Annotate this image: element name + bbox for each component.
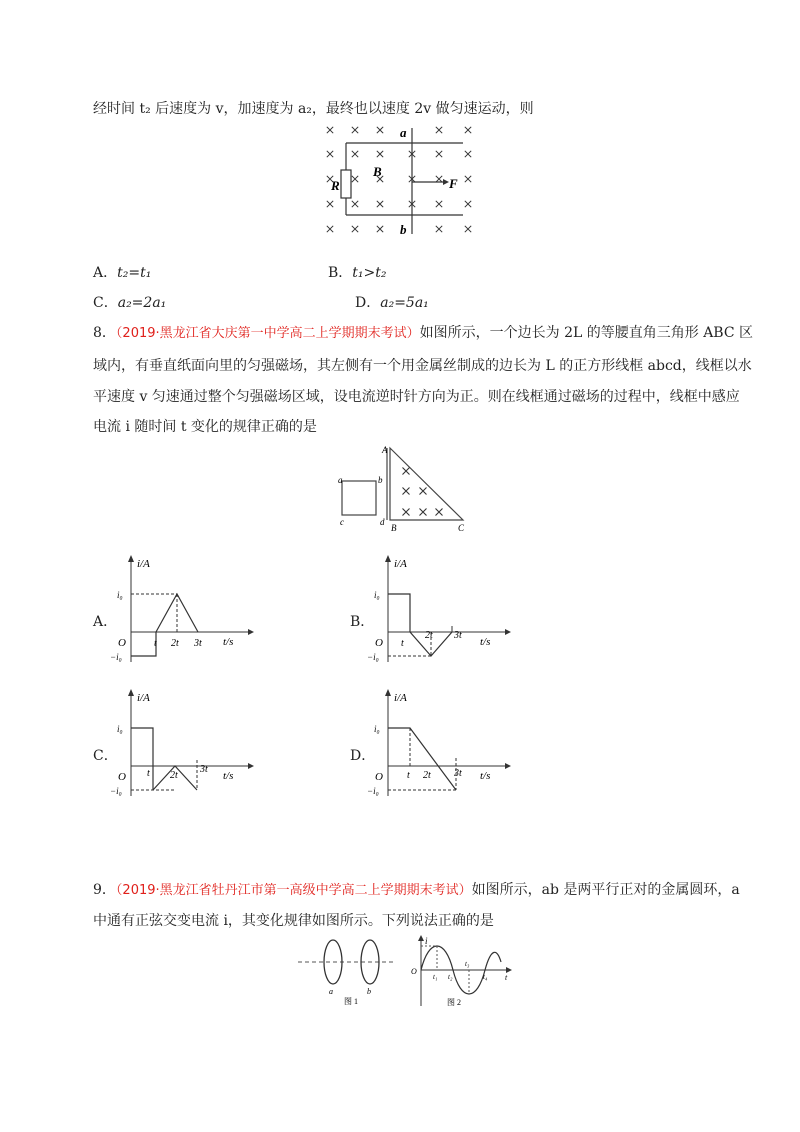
q8c-2t: 2t bbox=[170, 770, 178, 781]
q8-option-a[interactable]: A． bbox=[93, 614, 118, 630]
q8-graph-c bbox=[110, 686, 270, 801]
field-cross-icon bbox=[403, 488, 410, 495]
q8d-t: t bbox=[407, 770, 410, 781]
q8-label-a: a bbox=[338, 475, 343, 485]
field-cross-icon bbox=[465, 201, 471, 207]
q8d-neg-i0: −i₀ bbox=[367, 786, 379, 796]
q8a-ylabel: i/A bbox=[137, 558, 150, 570]
field-cross-icon bbox=[352, 176, 358, 182]
q7-option-d-letter: D． bbox=[355, 295, 381, 311]
q9-graph-ylabel: i bbox=[425, 936, 428, 946]
field-cross-icon bbox=[420, 509, 427, 516]
q7-label-F: F bbox=[449, 176, 458, 191]
field-cross-icon bbox=[403, 468, 410, 475]
field-cross-icon bbox=[377, 226, 383, 232]
q8d-xlabel: t/s bbox=[480, 770, 491, 782]
q9-fig1-caption: 图 1 bbox=[344, 997, 358, 1006]
field-cross-icon bbox=[465, 127, 471, 133]
q8b-i0: i₀ bbox=[374, 590, 380, 600]
field-cross-icon bbox=[465, 176, 471, 182]
q8a-neg-i0: −i₀ bbox=[110, 652, 122, 662]
field-cross-icon bbox=[465, 151, 471, 157]
q9-graph-origin: O bbox=[411, 967, 417, 976]
q9-ring-a-label: a bbox=[329, 987, 333, 996]
q9-number: 9． bbox=[93, 882, 116, 898]
q8a-i0: i₀ bbox=[117, 590, 123, 600]
q8c-i0: i₀ bbox=[117, 724, 123, 734]
q9-graph-t4: t₄ bbox=[483, 973, 488, 981]
q8b-neg-i0: −i₀ bbox=[367, 652, 379, 662]
q8-label-A: A bbox=[382, 445, 388, 455]
q8a-2t: 2t bbox=[171, 638, 179, 649]
q8-label-d: d bbox=[380, 517, 385, 527]
q8-triangle-figure bbox=[330, 440, 480, 535]
field-cross-icon bbox=[327, 201, 333, 207]
q8b-xlabel: t/s bbox=[480, 636, 491, 648]
q8d-2t: 2t bbox=[423, 770, 431, 781]
field-cross-icon bbox=[327, 151, 333, 157]
q8-label-C: C bbox=[458, 523, 465, 533]
q8-label-B: B bbox=[391, 523, 397, 533]
q8-number: 8． bbox=[93, 325, 116, 341]
q8b-origin: O bbox=[375, 637, 383, 649]
q7-option-d-text: a₂=5a₁ bbox=[380, 295, 429, 311]
field-cross-icon bbox=[465, 226, 471, 232]
q8b-2t: 2t bbox=[425, 630, 433, 641]
field-cross-icon bbox=[352, 226, 358, 232]
q8d-origin: O bbox=[375, 771, 383, 783]
q8a-t: t bbox=[154, 638, 157, 649]
q8d-ylabel: i/A bbox=[394, 692, 407, 704]
field-cross-icon bbox=[327, 226, 333, 232]
q7-option-d[interactable] bbox=[355, 292, 429, 312]
q8a-origin: O bbox=[118, 637, 126, 649]
q8d-3t: 3t bbox=[454, 768, 462, 779]
q8c-t: t bbox=[147, 768, 150, 779]
q8b-ylabel: i/A bbox=[394, 558, 407, 570]
q8-graph-a bbox=[110, 552, 270, 667]
q8-graph-d bbox=[367, 686, 527, 801]
field-cross-icon bbox=[436, 176, 442, 182]
q8d-i0: i₀ bbox=[374, 724, 380, 734]
field-cross-icon bbox=[377, 151, 383, 157]
q8-line3: 平速度 v 匀速通过整个匀强磁场区域，设电流逆时针方向为正。则在线框通过磁场的过程中，线框中感应 bbox=[93, 389, 740, 405]
field-cross-icon bbox=[436, 201, 442, 207]
q8-line2: 域内，有垂直纸面向里的匀强磁场，其左侧有一个用金属丝制成的边长为 L 的正方形线框 abcd，线框以水 bbox=[93, 358, 752, 374]
q8-label-b: b bbox=[378, 475, 383, 485]
q7-label-B: B bbox=[373, 164, 382, 179]
field-cross-icon bbox=[352, 151, 358, 157]
q7-option-c-letter: C． bbox=[93, 295, 118, 311]
q8a-xlabel: t/s bbox=[223, 636, 234, 648]
q8c-neg-i0: −i₀ bbox=[110, 786, 122, 796]
field-cross-icon bbox=[352, 201, 358, 207]
q8-text1: 如图所示，一个边长为 2L 的等腰直角三角形 ABC 区 bbox=[419, 325, 754, 341]
q8b-3t: 3t bbox=[454, 630, 462, 641]
q8c-origin: O bbox=[118, 771, 126, 783]
q9-graph-t1: t₁ bbox=[433, 973, 438, 981]
q7-option-c[interactable] bbox=[93, 292, 166, 312]
q8-option-d[interactable]: D． bbox=[350, 748, 376, 764]
q8-option-b[interactable]: B． bbox=[350, 614, 375, 630]
q7-label-a: a bbox=[400, 125, 407, 140]
q8-line4: 电流 i 随时间 t 变化的规律正确的是 bbox=[93, 419, 317, 435]
field-cross-icon bbox=[352, 127, 358, 133]
q9-line1 bbox=[93, 879, 740, 899]
q8-graph-b bbox=[367, 552, 527, 667]
field-cross-icon bbox=[436, 509, 443, 516]
q9-line2: 中通有正弦交变电流 i，其变化规律如图所示。下列说法正确的是 bbox=[93, 913, 494, 929]
q7-option-b[interactable] bbox=[328, 262, 387, 282]
q8c-xlabel: t/s bbox=[223, 770, 234, 782]
q8-line1 bbox=[93, 322, 753, 342]
q7-option-a-text: t₂=t₁ bbox=[117, 265, 152, 281]
q8c-ylabel: i/A bbox=[137, 692, 150, 704]
q7-option-b-letter: B． bbox=[328, 265, 353, 281]
q8-source: （2019·黑龙江省大庆第一中学高二上学期期末考试） bbox=[115, 326, 420, 341]
field-cross-icon bbox=[377, 127, 383, 133]
field-cross-icon bbox=[377, 201, 383, 207]
q9-graph-xlabel: t bbox=[505, 973, 508, 982]
q7-option-c-text: a₂=2a₁ bbox=[117, 295, 167, 311]
q9-current-graph bbox=[405, 934, 515, 1008]
q9-text1: 如图所示，ab 是两平行正对的金属圆环，a bbox=[471, 882, 740, 898]
q7-label-R: R bbox=[331, 178, 340, 193]
field-cross-icon bbox=[436, 127, 442, 133]
q8b-t: t bbox=[401, 638, 404, 649]
q9-graph-t3: t₃ bbox=[465, 960, 470, 968]
field-cross-icon bbox=[327, 127, 333, 133]
q7-option-b-text: t₁>t₂ bbox=[352, 265, 387, 281]
q8c-3t: 3t bbox=[200, 764, 208, 775]
q9-rings-figure bbox=[296, 936, 396, 1008]
q7-intro-text: 经时间 t₂ 后速度为 v，加速度为 a₂，最终也以速度 2v 做匀速运动，则 bbox=[93, 101, 534, 117]
q7-option-a-letter: A． bbox=[93, 265, 118, 281]
field-cross-icon bbox=[420, 488, 427, 495]
q8-label-c: c bbox=[340, 517, 344, 527]
q8a-3t: 3t bbox=[194, 638, 202, 649]
field-cross-icon bbox=[436, 151, 442, 157]
field-cross-icon bbox=[403, 509, 410, 516]
q7-label-b: b bbox=[400, 222, 407, 237]
q7-option-a[interactable] bbox=[93, 262, 151, 282]
q8-option-c[interactable]: C． bbox=[93, 748, 118, 764]
q9-ring-b-label: b bbox=[367, 987, 371, 996]
q9-fig2-caption: 图 2 bbox=[447, 998, 461, 1007]
field-cross-icon bbox=[436, 226, 442, 232]
q9-source: （2019·黑龙江省牡丹江市第一高级中学高二上学期期末考试） bbox=[115, 883, 472, 898]
q9-graph-t2: t₂ bbox=[448, 973, 453, 981]
q7-circuit-figure bbox=[318, 120, 488, 245]
